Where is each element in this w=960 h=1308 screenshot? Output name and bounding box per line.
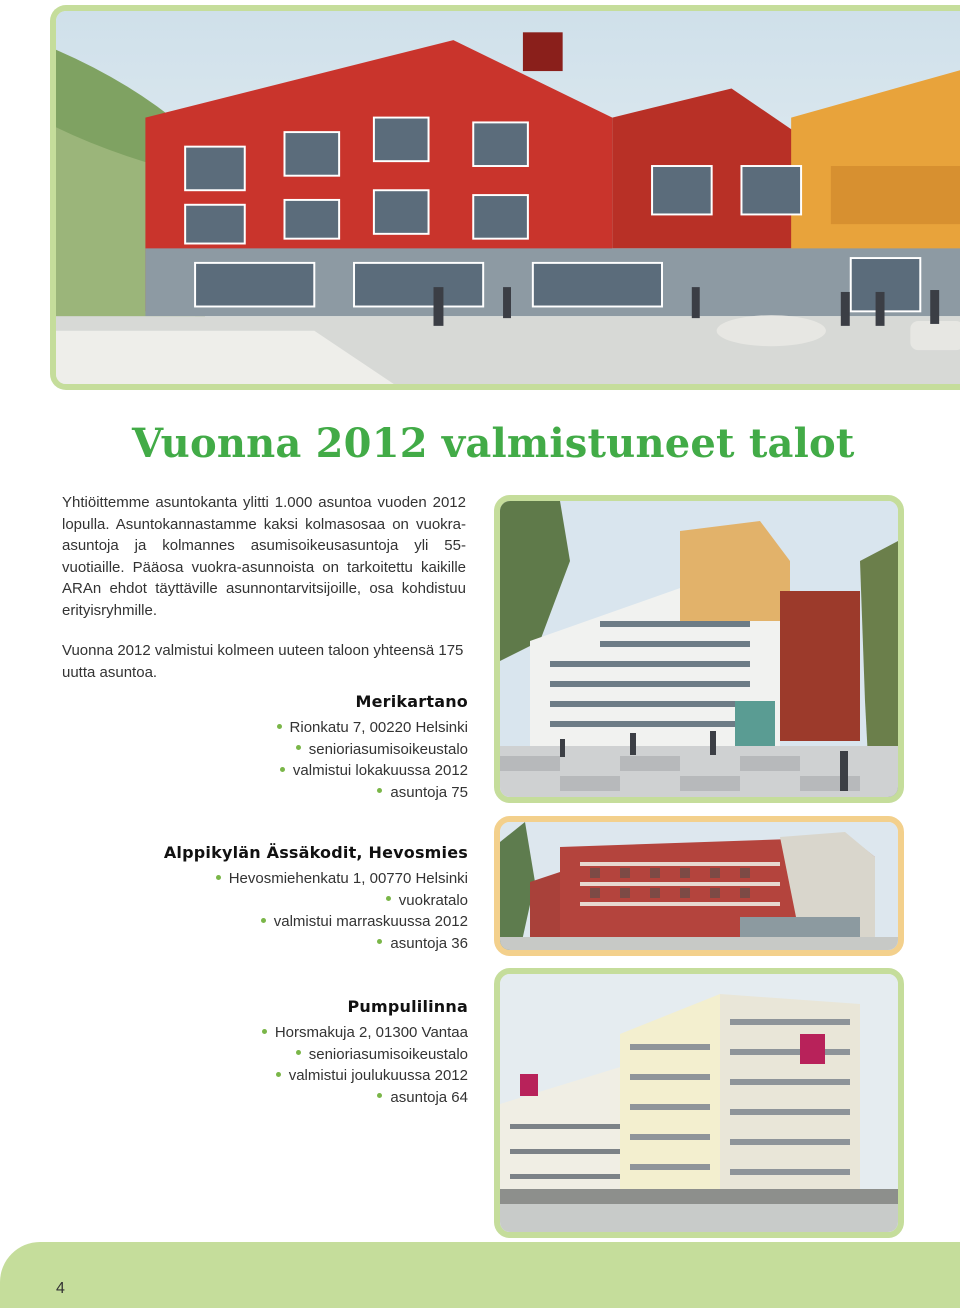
summary-paragraph: Vuonna 2012 valmistui kolmeen uuteen taloon yhteensä 175 uutta asuntoa.: [62, 642, 464, 681]
bullet-icon: [377, 1093, 382, 1098]
bullet-icon: [296, 745, 301, 750]
building-merikartano: [48, 692, 468, 803]
merikartano-image: [494, 495, 904, 803]
bullet-icon: [296, 1050, 301, 1055]
alppikylan-image: [494, 816, 904, 956]
bullet-icon: [377, 939, 382, 944]
detail-item: asuntoja 36: [48, 933, 468, 955]
detail-item: Hevosmiehenkatu 1, 00770 Helsinki: [48, 868, 468, 890]
pumpulilinna-image: [494, 968, 904, 1238]
building-alppikylan-assakodit: [48, 843, 468, 954]
bullet-icon: [280, 767, 285, 772]
building-details: [48, 1022, 468, 1108]
detail-item: asuntoja 75: [48, 782, 468, 804]
building-details: [48, 717, 468, 803]
detail-item: Horsmakuja 2, 01300 Vantaa: [48, 1022, 468, 1044]
page-title: Vuonna 2012 valmistuneet talot: [132, 420, 855, 467]
detail-item: valmistui marraskuussa 2012: [48, 911, 468, 933]
hero-building-image: [50, 5, 960, 390]
building-name: Alppikylän Ässäkodit, Hevosmies: [163, 843, 468, 862]
detail-item: senioriasumisoikeustalo: [48, 1044, 468, 1066]
building-name: Pumpulilinna: [347, 997, 468, 1016]
building-name: Merikartano: [355, 692, 468, 711]
intro-paragraph: Yhtiöittemme asuntokanta ylitti 1.000 asuntoa vuoden 2012 lopulla. Asuntokannastamme kaksi kolmasosaa on vuokra-asuntoja ja kolmannes asumisoikeusasuntoja yli 55-vuotiaille. Pääosa vuokra-asunnoista on tarkoitettu kaikille ARAn ehdot täyttäville asunnontarvitsijoille, osa kohdistuu erityisryhmille.: [62, 494, 466, 619]
building-pumpulilinna: [48, 997, 468, 1108]
footer-band: [0, 1242, 960, 1308]
detail-item: vuokratalo: [48, 890, 468, 912]
bullet-icon: [277, 724, 282, 729]
building-details: [48, 868, 468, 954]
bullet-icon: [261, 918, 266, 923]
detail-item: valmistui joulukuussa 2012: [48, 1065, 468, 1087]
detail-item: senioriasumisoikeustalo: [48, 739, 468, 761]
bullet-icon: [276, 1072, 281, 1077]
detail-item: asuntoja 64: [48, 1087, 468, 1109]
bullet-icon: [377, 788, 382, 793]
page-number: 4: [56, 1280, 65, 1297]
detail-item: Rionkatu 7, 00220 Helsinki: [48, 717, 468, 739]
detail-item: valmistui lokakuussa 2012: [48, 760, 468, 782]
bullet-icon: [262, 1029, 267, 1034]
bullet-icon: [216, 875, 221, 880]
bullet-icon: [386, 896, 391, 901]
